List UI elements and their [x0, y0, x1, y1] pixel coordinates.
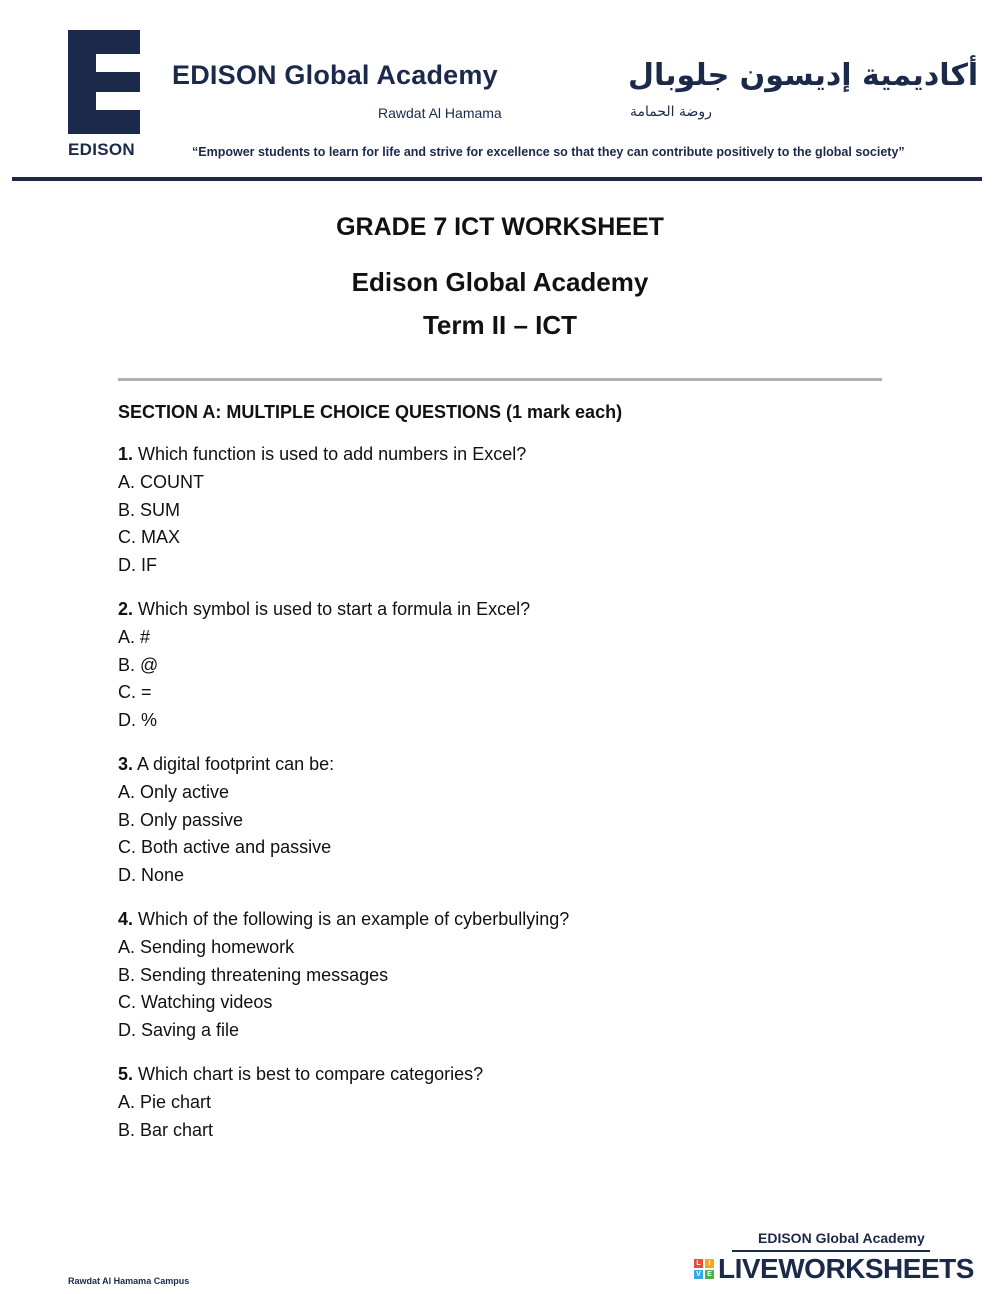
brand-name-arabic: أكاديمية إديسون جلوبال: [628, 58, 979, 93]
answer-option[interactable]: B. Only passive: [118, 809, 244, 830]
lw-letter-l: L: [694, 1259, 703, 1268]
question-number: 2.: [118, 598, 134, 619]
logo-wordmark: EDISON: [68, 140, 135, 159]
question-text: [118, 1061, 882, 1089]
footer-campus-label: Rawdat Al Hamama Campus: [68, 1276, 190, 1286]
answer-option[interactable]: D. Saving a file: [118, 1020, 240, 1041]
question-prompt: Which of the following is an example of cyberbullying?: [133, 908, 570, 929]
footer-brand-label: EDISON Global Academy: [758, 1230, 925, 1246]
question-number: 5.: [118, 1063, 134, 1084]
edison-logo: [68, 30, 144, 160]
brand-campus-english: Rawdat Al Hamama: [378, 105, 502, 121]
lw-letter-v: V: [694, 1270, 703, 1279]
answer-option[interactable]: A. Only active: [118, 781, 230, 802]
question-prompt: Which symbol is used to start a formula in Excel?: [133, 598, 531, 619]
answer-option[interactable]: A. Pie chart: [118, 1091, 212, 1112]
question-4: [118, 906, 882, 1045]
question-prompt: Which chart is best to compare categories?: [133, 1063, 484, 1084]
answer-option[interactable]: B. Sending threatening messages: [118, 964, 389, 985]
answer-option[interactable]: D. None: [118, 865, 185, 886]
question-prompt: A digital footprint can be:: [133, 753, 335, 774]
liveworksheets-grid-icon: [694, 1259, 714, 1279]
question-text: [118, 596, 882, 624]
footer-divider: [732, 1250, 930, 1252]
school-title: Edison Global Academy: [351, 267, 649, 297]
liveworksheets-wordmark: LIVEWORKSHEETS: [718, 1253, 974, 1284]
section-a-heading: SECTION A: MULTIPLE CHOICE QUESTIONS (1 mark each): [118, 402, 623, 422]
answer-option[interactable]: C. Watching videos: [118, 992, 273, 1013]
answer-option[interactable]: A. COUNT: [118, 471, 205, 492]
question-number: 1.: [118, 444, 134, 464]
worksheet-title: GRADE 7 ICT WORKSHEET: [336, 213, 664, 241]
answer-option[interactable]: A. Sending homework: [118, 936, 295, 957]
question-1: [118, 441, 882, 580]
answer-option[interactable]: D. IF: [118, 555, 157, 576]
title-divider: [118, 378, 882, 381]
lw-letter-e: E: [705, 1270, 714, 1279]
lw-letter-i: I: [705, 1259, 714, 1268]
question-number: 3.: [118, 753, 134, 774]
question-3: [118, 751, 882, 890]
answer-option[interactable]: A. #: [118, 626, 151, 647]
edison-e-mark-icon: [68, 30, 140, 134]
liveworksheets-logo[interactable]: [694, 1254, 974, 1284]
question-text: [118, 906, 882, 934]
header-divider: [12, 177, 982, 181]
question-prompt: Which function is used to add numbers in Excel?: [133, 444, 527, 464]
answer-option[interactable]: B. @: [118, 654, 159, 675]
school-motto: “Empower students to learn for life and strive for excellence so that they can contribute positively to the global society”: [192, 145, 905, 159]
answer-option[interactable]: C. Both active and passive: [118, 837, 332, 858]
question-text: [118, 441, 882, 469]
worksheet-content: [118, 402, 882, 1160]
question-number: 4.: [118, 908, 134, 929]
term-title: Term II – ICT: [422, 310, 578, 340]
answer-option[interactable]: B. SUM: [118, 499, 181, 520]
answer-option[interactable]: C. MAX: [118, 527, 181, 548]
answer-option[interactable]: D. %: [118, 710, 158, 731]
answer-option[interactable]: C. =: [118, 682, 152, 703]
question-2: [118, 596, 882, 735]
brand-campus-arabic: روضة الحمامة: [630, 104, 712, 120]
answer-option[interactable]: B. Bar chart: [118, 1119, 214, 1140]
question-5: [118, 1061, 882, 1144]
question-text: [118, 751, 882, 779]
brand-name-english: EDISON Global Academy: [172, 60, 498, 90]
